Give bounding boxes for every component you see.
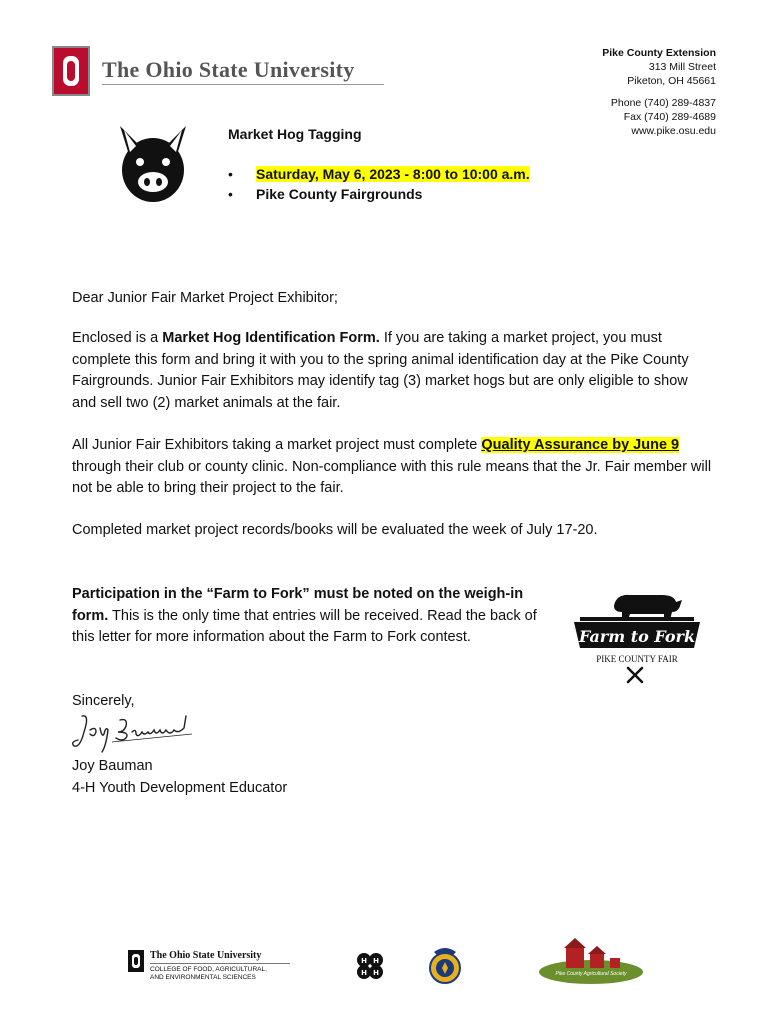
svg-text:H: H [361,957,367,965]
event-info [228,126,530,204]
quality-assurance-deadline: Quality Assurance by June 9 [481,437,680,453]
signer-name: Joy Bauman [72,758,153,774]
phone: Phone (740) 289-4837 [610,97,716,109]
osu-block-o-small-icon [128,950,144,972]
event-title: Market Hog Tagging [228,126,362,142]
signer-role: 4-H Youth Development Educator [72,779,288,796]
footer-osu-cfaes-logo [128,944,298,994]
p2-rest: through their club or county clinic. Non-compliance with this rule means that the Jr. Fair member will not be able to bring their project to the fair. [72,458,712,496]
salutation-text: Dear Junior Fair Market Project Exhibitor; [72,290,338,306]
fair-badge-text: Pike County Agricultural Society [555,971,627,977]
office-name: Pike County Extension [602,47,716,59]
pig-head-icon [114,124,192,206]
paragraph-3 [72,520,712,542]
college-line-2: AND ENVIRONMENTAL SCIENCES [150,974,256,981]
event-location: • Pike County Fairgrounds [228,184,530,204]
svg-text:H: H [373,969,379,977]
osu-block-o-icon [52,46,90,96]
p2-lead: All Junior Fair Exhibitors taking a market project must complete [72,437,482,453]
p4-bold: Participation in the “Farm to Fork” must be noted on the weigh-in form. [72,586,524,624]
paragraph-4 [72,584,552,649]
closing [72,691,712,713]
college-line-1: COLLEGE OF FOOD, AGRICULTURAL, [150,966,267,973]
fax: Fax (740) 289-4689 [623,111,716,123]
p1-form-name: Market Hog Identification Form. [162,330,380,346]
event-details-list [228,164,530,204]
farm-to-fork-logo [570,586,704,686]
paragraph-1 [72,328,712,414]
4h-clover-icon [352,948,388,984]
svg-text:H: H [361,969,367,977]
fork-knife-icon [628,668,642,682]
logo-divider [102,84,384,85]
closing-text: Sincerely, [72,693,135,709]
website: www.pike.osu.edu [631,125,716,137]
ftf-title: Farm to Fork [578,627,696,646]
university-name: The Ohio State University [102,57,355,82]
handwritten-signature [68,712,208,756]
p3-text: Completed market project records/books will be evaluated the week of July 17-20. [72,522,598,538]
footer-college [150,966,267,982]
ftf-subtitle: PIKE COUNTY FAIR [596,654,678,664]
salutation [72,288,712,310]
p4-rest: This is the only time that entries will be received. Read the back of this letter for more information about the Farm to Fork contest. [72,607,537,645]
p1-lead: Enclosed is a [72,330,163,346]
signature-block [72,756,712,799]
paragraph-2 [72,435,712,500]
event-date-text: Saturday, May 6, 2023 - 8:00 to 10:00 a.m. [256,166,530,182]
osu-logo [52,46,392,98]
event-date [228,164,530,184]
address-line-2: Piketon, OH 45661 [627,75,716,87]
footer-logo-rule [150,963,290,964]
extension-contact [476,46,716,138]
pike-county-agricultural-society-logo [536,934,646,986]
footer-osu-name: The Ohio State University [150,950,262,961]
svg-text:H: H [373,957,379,965]
p1-rest: If you are taking a market project, you must complete this form and bring it with you to the spring animal identification day at the Pike County Fairgrounds. Junior Fair Exhibitors may identify tag (3) market hogs but are only eligible to show and sell two (2) market animals at the fair. [72,330,689,411]
pig-silhouette-icon [614,595,682,620]
address-line-1: 313 Mill Street [648,61,716,73]
ffa-emblem-icon [428,946,462,986]
